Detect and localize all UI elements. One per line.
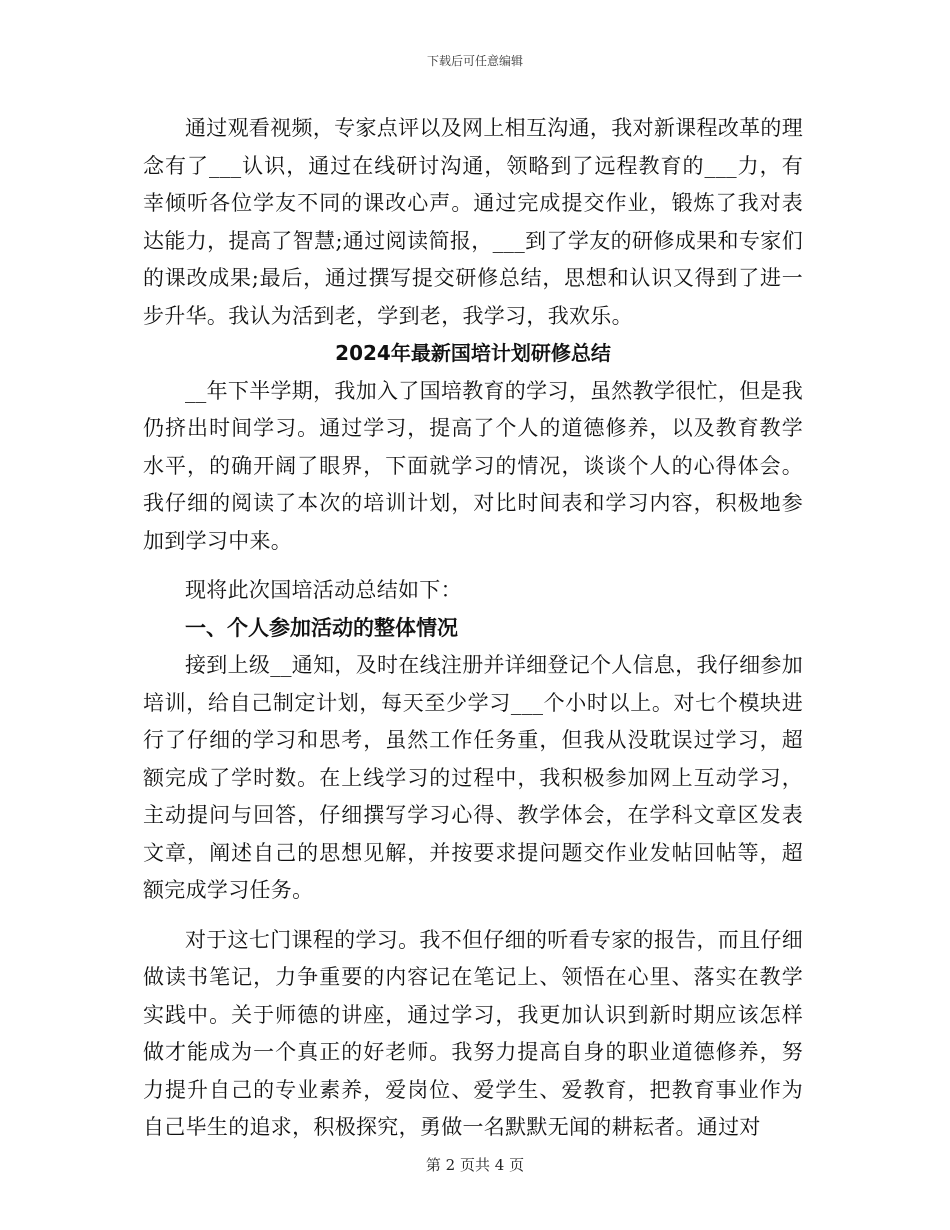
page-number-footer: 第 2 页共 4 页 — [425, 1156, 525, 1174]
paragraph-intro-summary: 通过观看视频，专家点评以及网上相互沟通，我对新课程改革的理念有了___认识，通过在线研讨沟通，领略到了远程教育的___力，有幸倾听各位学友不同的课改心声。通过完成提交作业，锻炼了我对表达能力，提高了智慧;通过阅读简报，___到了学友的研修成果和专家们的课改成果;最后，通过撰写提交研修总结，思想和认识又得到了进一步升华。我认为活到老，学到老，我学习，我欢乐。 — [143, 116, 803, 328]
paragraph-semester-study: __年下半学期，我加入了国培教育的学习，虽然教学很忙，但是我仍挤出时间学习。通过学习，提高了个人的道德修养，以及教育教学水平，的确开阔了眼界，下面就学习的情况，谈谈个人的心得体会。我仔细的阅读了本次的培训计划，对比时间表和学习内容，积极地参加到学习中来。 — [143, 378, 803, 553]
paragraph-gap — [143, 560, 803, 572]
section-heading-participation: 一、个人参加活动的整体情况 — [185, 615, 458, 640]
page-header: 下载后可任意编辑 — [426, 54, 523, 68]
paragraph-gap — [143, 910, 803, 922]
paragraph-participation-details: 接到上级__通知，及时在线注册并详细登记个人信息，我仔细参加培训，给自己制定计划，每天至少学习___个小时以上。对七个模块进行了仔细的学习和思考，虽然工作任务重，但我从没耽误过学习，超额完成了学时数。在上线学习的过程中，我积极参加网上互动学习，主动提问与回答，仔细撰写学习心得、教学体会，在学科文章区发表文章，阐述自己的思想见解，并按要求提问题交作业发帖回帖等，超额完成学习任务。 — [143, 653, 803, 902]
paragraph-course-study: 对于这七门课程的学习。我不但仔细的听看专家的报告，而且仔细做读书笔记，力争重要的内容记在笔记上、领悟在心里、落实在教学实践中。关于师德的讲座，通过学习，我更加认识到新时期应该怎样做才能成为一个真正的好老师。我努力提高自身的职业道德修养，努力提升自己的专业素养，爱岗位、爱学生、爱教育，把教育事业作为自己毕生的追求，积极探究，勇做一名默默无闻的耕耘者。通过对 — [143, 927, 803, 1139]
paragraph-summary-lead: 现将此次国培活动总结如下： — [185, 578, 462, 602]
document-body — [143, 110, 803, 1147]
document-title: 2024年最新国培计划研修总结 — [335, 341, 611, 365]
